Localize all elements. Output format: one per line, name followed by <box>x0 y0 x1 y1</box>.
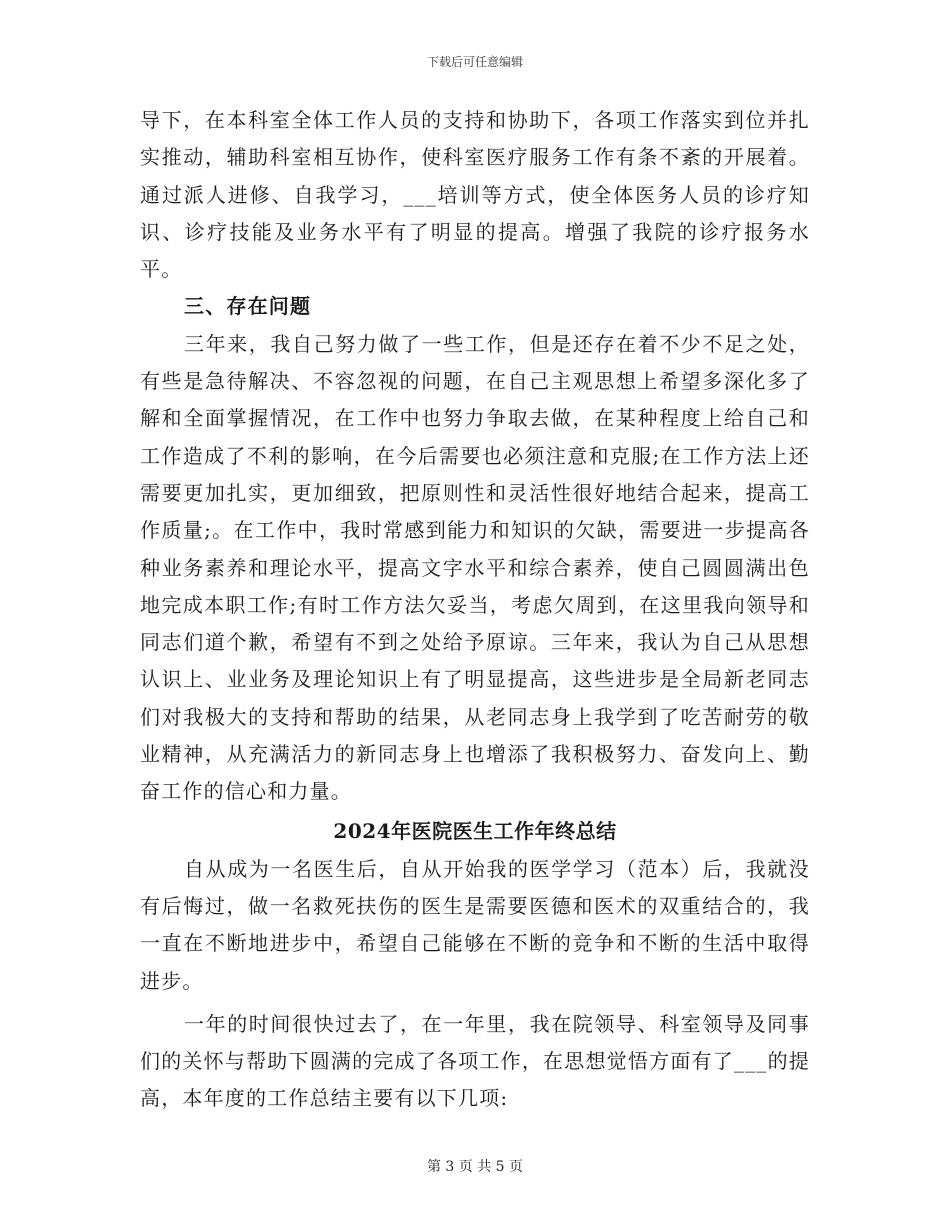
paragraph-intro: 自从成为一名医生后，自从开始我的医学学习（范本）后，我就没有后悔过，做一名救死扶伤的医生是需要医德和医术的双重结合的，我一直在不断地进步中，希望自己能够在不断的竞争和不断的生活中取得进步。 <box>140 856 810 993</box>
document-body <box>140 102 810 1118</box>
section-heading: 三、存在问题 <box>184 294 312 319</box>
page-header: 下载后可任意编辑 <box>426 55 523 69</box>
paragraph-continuation: 导下，在本科室全体工作人员的支持和协助下，各项工作落实到位并扎实推动，辅助科室相互协作，使科室医疗服务工作有条不紊的开展着。通过派人进修、自我学习，___培训等方式，使全体医务人员的诊疗知识、诊疗技能及业务水平有了明显的提高。增强了我院的诊疗报务水平。 <box>140 108 810 282</box>
page-number: 第 3 页 共 5 页 <box>426 1159 524 1175</box>
paragraph-problems: 三年来，我自己努力做了一些工作，但是还存在着不少不足之处，有些是急待解决、不容忽视的问题，在自己主观思想上希望多深化多了解和全面掌握情况，在工作中也努力争取去做，在某种程度上给自己和工作造成了不利的影响，在今后需要也必须注意和克服;在工作方法上还需要更加扎实，更加细致，把原则性和灵活性很好地结合起来，提高工作质量;。在工作中，我时常感到能力和知识的欠缺，需要进一步提高各种业务素养和理论水平，提高文字水平和综合素养，使自己圆圆满出色地完成本职工作;有时工作方法欠妥当，考虑欠周到，在这里我向领导和同志们道个歉，希望有不到之处给予原谅。三年来，我认为自己从思想认识上、业业务及理论知识上有了明显提高，这些进步是全局新老同志们对我极大的支持和帮助的结果，从老同志身上我学到了吃苦耐劳的敬业精神，从充满活力的新同志身上也增添了我积极努力、奋发向上、勤奋工作的信心和力量。 <box>140 331 810 804</box>
paragraph-summary: 一年的时间很快过去了，在一年里，我在院领导、科室领导及同事们的关怀与帮助下圆满的完成了各项工作，在思想觉悟方面有了___的提高，本年度的工作总结主要有以下几项: <box>140 1011 810 1111</box>
document-title: 2024年医院医生工作年终总结 <box>333 818 617 843</box>
